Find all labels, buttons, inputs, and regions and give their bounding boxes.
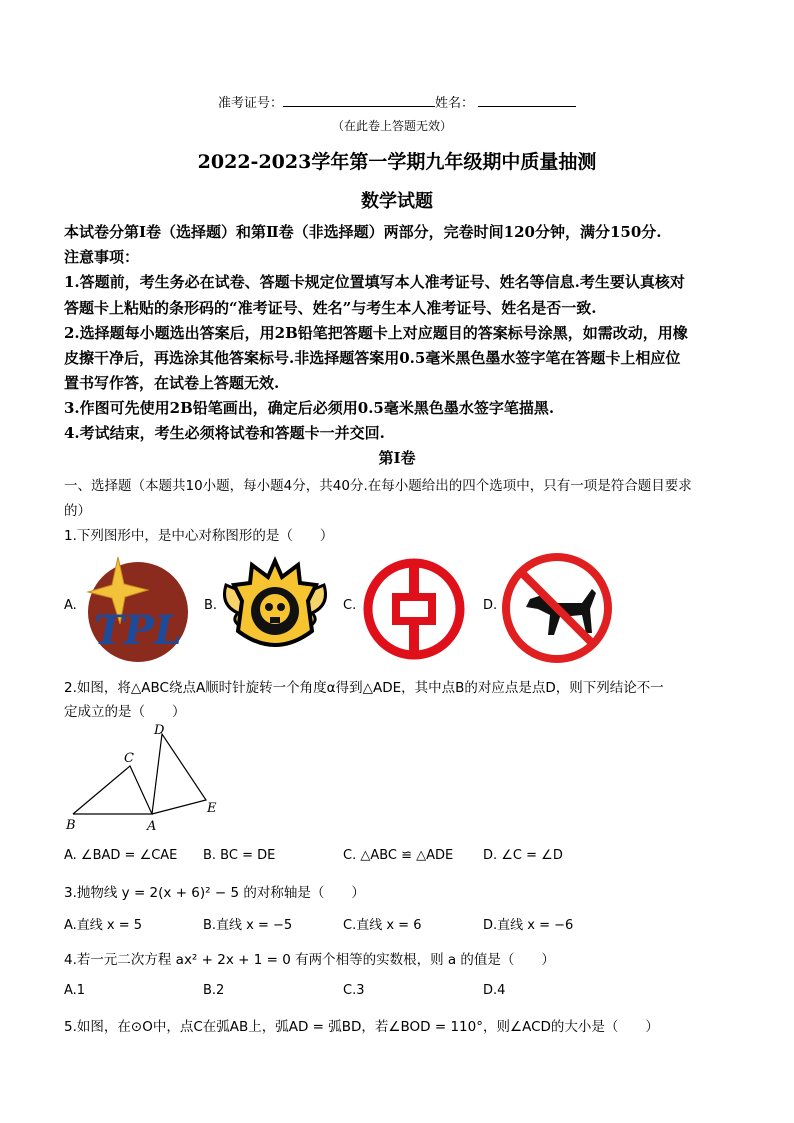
notice-title: 注意事项： bbox=[64, 248, 140, 266]
q4-option-b[interactable]: B.2 bbox=[203, 983, 225, 998]
q2-option-a[interactable]: A. ∠BAD = ∠CAE bbox=[64, 848, 178, 863]
q1-image-b-skull-badge-icon bbox=[220, 555, 330, 659]
q1-option-c-label[interactable]: C. bbox=[343, 598, 357, 613]
notice-line: 1.答题前，考生务必在试卷、答题卡规定位置填写本人准考证号、姓名等信息.考生要认真核对 bbox=[64, 273, 685, 291]
q1-logo-a-text: TPL bbox=[94, 607, 182, 654]
exam-no-blank[interactable] bbox=[283, 94, 435, 107]
q2-stem-line2: 定成立的是（ ） bbox=[64, 704, 186, 720]
point-b-label: B bbox=[66, 818, 76, 833]
exam-title: 2022-2023学年第一学期九年级期中质量抽测 bbox=[197, 151, 597, 173]
q5-stem: 5.如图，在⊙O中，点C在弧AB上，弧AD = 弧BD，若∠BOD = 110°，则∠ACD的大小是（ ） bbox=[64, 1019, 659, 1035]
q3-option-c[interactable]: C.直线 x = 6 bbox=[343, 918, 422, 933]
q1-option-a-label[interactable]: A. bbox=[64, 598, 77, 613]
intro-text: 本试卷分第Ⅰ卷（选择题）和第Ⅱ卷（非选择题）两部分，完卷时间120分钟，满分150分. bbox=[64, 223, 662, 241]
exam-subtitle: 数学试题 bbox=[361, 191, 433, 212]
q1-image-c-bank-logo bbox=[362, 557, 466, 661]
q2-figure-triangles bbox=[60, 722, 230, 834]
q3-stem: 3.抛物线 y = 2(x + 6)² − 5 的对称轴是（ ） bbox=[64, 885, 365, 901]
notice-line: 4.考试结束，考生必须将试卷和答题卡一并交回. bbox=[64, 424, 385, 442]
q2-option-b[interactable]: B. BC = DE bbox=[203, 848, 276, 863]
name-blank[interactable] bbox=[478, 94, 576, 107]
q4-option-c[interactable]: C.3 bbox=[343, 983, 365, 998]
q3-option-b[interactable]: B.直线 x = −5 bbox=[203, 918, 293, 933]
point-d-label: D bbox=[154, 723, 165, 738]
notice-line: 2.选择题每小题选出答案后，用2B铅笔把答题卡上对应题目的答案标号涂黑，如需改动，用橡 bbox=[64, 324, 688, 342]
triangle-ade bbox=[152, 734, 206, 814]
q3-option-a[interactable]: A.直线 x = 5 bbox=[64, 918, 143, 933]
q2-option-d[interactable]: D. ∠C = ∠D bbox=[483, 848, 563, 863]
q4-option-d[interactable]: D.4 bbox=[483, 983, 506, 998]
name-label: 姓名： bbox=[435, 96, 475, 111]
q2-option-c[interactable]: C. △ABC ≌ △ADE bbox=[343, 848, 454, 863]
point-e-label: E bbox=[207, 801, 217, 816]
invalid-note: （在此卷上答题无效） bbox=[332, 119, 453, 133]
q3-option-d[interactable]: D.直线 x = −6 bbox=[483, 918, 574, 933]
q4-stem: 4.若一元二次方程 ax² + 2x + 1 = 0 有两个相等的实数根，则 a 的值是（ ） bbox=[64, 952, 555, 968]
q1-stem: 1.下列图形中，是中心对称图形的是（ ） bbox=[64, 528, 334, 544]
q2-stem-line1: 2.如图，将△ABC绕点A顺时针旋转一个角度α得到△ADE，其中点B的对应点是点D，则下列结论不一 bbox=[64, 680, 664, 696]
exam-header bbox=[218, 92, 576, 111]
q1-option-b-label[interactable]: B. bbox=[204, 598, 218, 613]
part1-instruction-cont: 的） bbox=[64, 503, 91, 519]
notice-line: 皮擦干净后，再选涂其他答案标号.非选择题答案用0.5毫米黑色墨水签字笔在答题卡上相应位 bbox=[64, 349, 681, 367]
point-c-label: C bbox=[124, 751, 134, 766]
q1-image-d-no-dogs-icon bbox=[500, 551, 614, 665]
exam-no-label: 准考证号： bbox=[218, 96, 284, 111]
q1-option-d-label[interactable]: D. bbox=[483, 598, 498, 613]
section-heading: 第Ⅰ卷 bbox=[378, 449, 416, 467]
q1-image-a-tpl-logo bbox=[78, 552, 190, 664]
triangle-abc bbox=[73, 766, 152, 814]
q4-option-a[interactable]: A.1 bbox=[64, 983, 86, 998]
point-a-label: A bbox=[147, 819, 157, 834]
part1-instruction: 一、选择题（本题共10小题，每小题4分，共40分.在每小题给出的四个选项中，只有一项是符合题目要求 bbox=[64, 478, 692, 494]
notice-line: 3.作图可先使用2B铅笔画出，确定后必须用0.5毫米黑色墨水签字笔描黑. bbox=[64, 399, 555, 417]
notice-line: 答题卡上粘贴的条形码的“准考证号、姓名”与考生本人准考证号、姓名是否一致. bbox=[64, 299, 597, 317]
notice-line: 置书写作答，在试卷上答题无效. bbox=[64, 374, 280, 392]
